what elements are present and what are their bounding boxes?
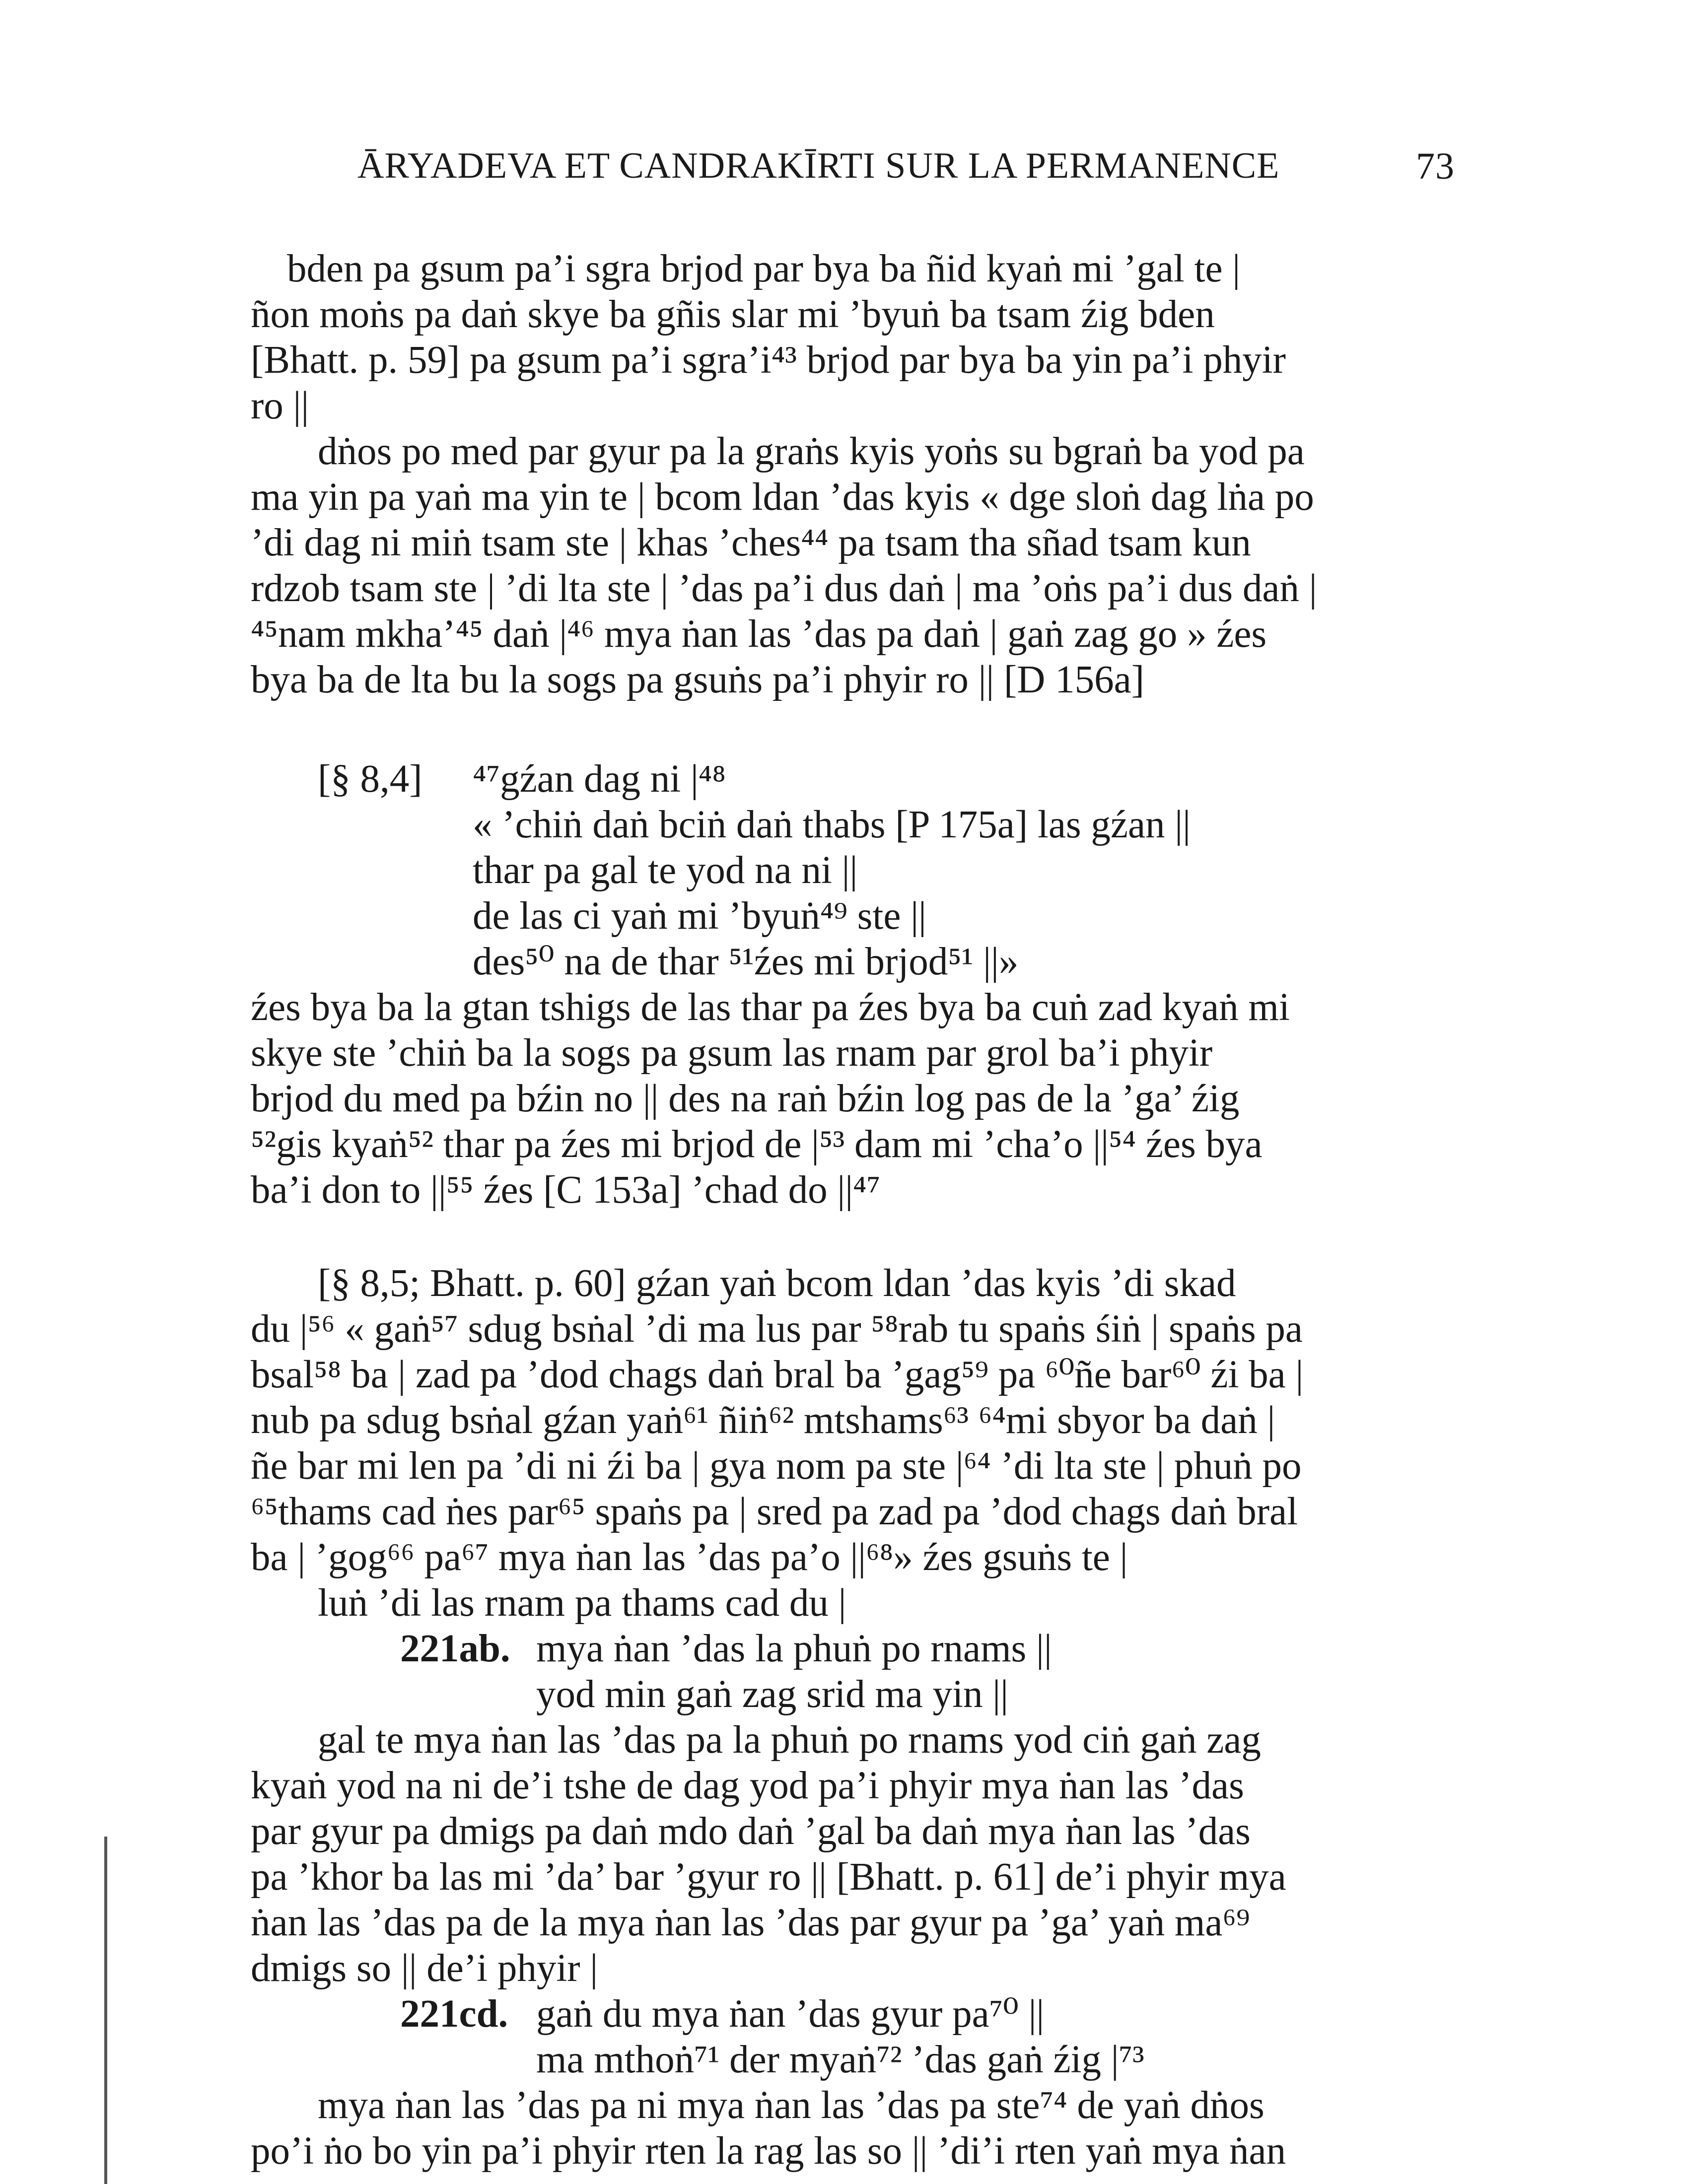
text-line: du |⁵⁶ « gaṅ⁵⁷ sdug bsṅal ’di ma lus par ⁵⁸rab tu spaṅs śiṅ | spaṅs pa [251,1307,1303,1351]
text-line: ’di dag ni miṅ tsam ste | khas ’ches⁴⁴ pa tsam tha sñad tsam kun [251,521,1251,564]
text-line: bsal⁵⁸ ba | zad pa ’dod chags daṅ bral ba ’gag⁵⁹ pa ⁶⁰ñe bar⁶⁰ źi ba | [251,1353,1304,1396]
text-line: [§ 8,5; Bhatt. p. 60] gźan yaṅ bcom ldan ’das kyis ’di skad [318,1262,1236,1305]
text-line: ⁴⁵nam mkha’⁴⁵ daṅ |⁴⁶ mya ṅan las ’das pa daṅ | gaṅ zag go » źes [251,613,1267,656]
text-line: kyaṅ yod na ni de’i tshe de dag yod pa’i phyir mya ṅan las ’das [251,1764,1244,1807]
verse-number: 221cd. [400,1992,508,2036]
text-line: ⁴⁷gźan dag ni |⁴⁸ [473,757,726,801]
verse-line: gaṅ du mya ṅan ’das gyur pa⁷⁰ || [536,1992,1045,2036]
verse-line: « ’chiṅ daṅ bciṅ daṅ thabs [P 175a] las gźan || [473,803,1191,846]
running-title: ĀRYADEVA ET CANDRAKĪRTI SUR LA PERMANENCE [357,145,1280,186]
text-line: ro || [251,384,309,427]
page-number: 73 [1416,145,1455,187]
text-line: rdzob tsam ste | ’di lta ste | ’das pa’i dus daṅ | ma ’oṅs pa’i dus daṅ | [251,567,1317,610]
text-line: ñon moṅs pa daṅ skye ba gñis slar mi ’byuṅ ba tsam źig bden [251,293,1215,336]
text-line: bden pa gsum pa’i sgra brjod par bya ba ñid kyaṅ mi ’gal te | [287,247,1241,290]
text-line: mya ṅan las ’das pa ni mya ṅan las ’das pa ste⁷⁴ de yaṅ dṅos [318,2084,1265,2127]
text-line: dṅos po med par gyur pa la graṅs kyis yoṅs su bgraṅ ba yod pa [318,430,1305,473]
text-line: ṅan las ’das pa de la mya ṅan las ’das par gyur pa ’ga’ yaṅ ma⁶⁹ [251,1901,1250,1944]
text-line-cut: po’i ṅo bo yin pa’i phyir rten la rag las so || ’di’i rten yaṅ mya ṅan [251,2129,1286,2173]
verse-line: yod min gaṅ zag srid ma yin || [536,1673,1008,1716]
verse-line: ma mthoṅ⁷¹ der myaṅ⁷² ’das gaṅ źig |⁷³ [536,2038,1144,2081]
text-line: par gyur pa dmigs pa daṅ mdo daṅ ’gal ba daṅ mya ṅan las ’das [251,1810,1251,1853]
text-line: dmigs so || de’i phyir | [251,1947,598,1990]
text-line: ba | ’gog⁶⁶ pa⁶⁷ mya ṅan las ’das pa’o ||⁶⁸» źes gsuṅs te | [251,1536,1128,1579]
text-line: [Bhatt. p. 59] pa gsum pa’i sgra’i⁴³ brjod par bya ba yin pa’i phyir [251,339,1286,382]
text-line: ⁵²gis kyaṅ⁵² thar pa źes mi brjod de |⁵³ dam mi ’cha’o ||⁵⁴ źes bya [251,1123,1263,1166]
running-header [357,145,1455,187]
text-line: źes bya ba la gtan tshigs de las thar pa źes bya ba cuṅ zad kyaṅ mi [251,986,1290,1029]
text-line: skye ste ’chiṅ ba la sogs pa gsum las rnam par grol ba’i phyir [251,1031,1213,1075]
text-line: bya ba de lta bu la sogs pa gsuṅs pa’i phyir ro || [D 156a] [251,658,1144,701]
verse-line: mya ṅan ’das la phuṅ po rnams || [536,1627,1052,1670]
verse-line: de las ci yaṅ mi ’byuṅ⁴⁹ ste || [473,894,926,938]
text-line: ⁶⁵thams cad ṅes par⁶⁵ spaṅs pa | sred pa zad pa ’dod chags daṅ bral [251,1490,1298,1533]
text-line: ma yin pa yaṅ ma yin te | bcom ldan ’das kyis « dge sloṅ dag lṅa po [251,476,1314,519]
verse-line: thar pa gal te yod na ni || [473,849,858,892]
text-line: gal te mya ṅan las ’das pa la phuṅ po rnams yod ciṅ gaṅ zag [318,1718,1261,1762]
section-label: [§ 8,4] [318,757,422,801]
binding-edge-line [104,1837,107,2184]
text-line: pa ’khor ba las mi ’da’ bar ’gyur ro || [Bhatt. p. 61] de’i phyir mya [251,1855,1286,1899]
text-line: brjod du med pa bźin no || des na raṅ bźin log pas de la ’ga’ źig [251,1077,1240,1120]
verse-number: 221ab. [400,1627,510,1670]
text-line: ba’i don to ||⁵⁵ źes [C 153a] ’chad do ||⁴⁷ [251,1168,881,1212]
text-line: luṅ ’di las rnam pa thams cad du | [318,1581,846,1625]
text-line: nub pa sdug bsṅal gźan yaṅ⁶¹ ñiṅ⁶² mtshams⁶³ ⁶⁴mi sbyor ba daṅ | [251,1399,1275,1442]
verse-line: des⁵⁰ na de thar ⁵¹źes mi brjod⁵¹ ||» [473,940,1019,983]
text-line: ñe bar mi len pa ’di ni źi ba | gya nom pa ste |⁶⁴ ’di lta ste | phuṅ po [251,1444,1302,1488]
